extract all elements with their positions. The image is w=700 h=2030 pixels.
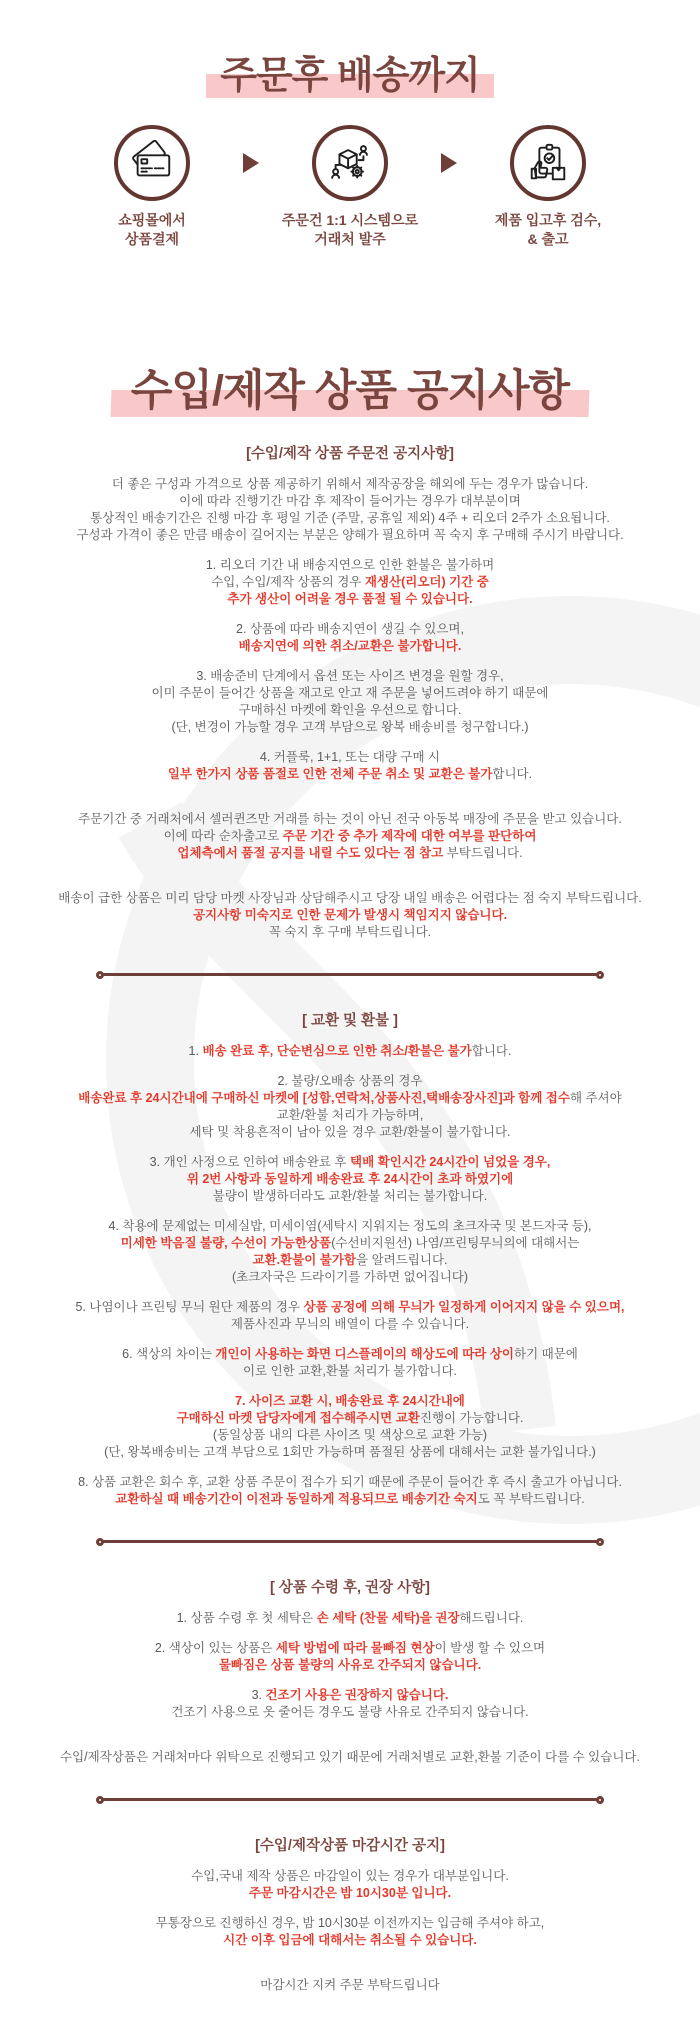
emphasis-text: 배송 완료 후, 단순변심으로 인한 취소/환불은 불가	[202, 1043, 472, 1058]
step-label-line: 상품결제	[124, 230, 180, 247]
text-line	[0, 1218, 700, 1235]
text-line	[0, 1073, 700, 1090]
notice-block	[0, 811, 700, 862]
plain-text: 3. 배송준비 단계에서 옵션 또는 사이즈 변경을 원할 경우,	[196, 668, 504, 683]
text-line	[0, 510, 700, 527]
text-line	[0, 1171, 700, 1188]
step-label-line: 쇼핑몰에서	[118, 212, 186, 228]
plain-text: 이에 따라 진행기간 마감 후 제작이 들어가는 경우가 대부분이며	[179, 493, 521, 508]
text-line	[0, 1410, 700, 1427]
emphasis-text: 교환.환불이 불가함	[252, 1252, 357, 1267]
text-line	[0, 557, 700, 574]
section-header: [수입/제작 상품 주문전 공지사항]	[246, 445, 454, 462]
text-line	[0, 1154, 700, 1171]
plain-text: 2. 색상이 있는 상품은	[154, 1640, 276, 1655]
emphasis-text: 주문 기간 중 추가 제작에 대한 여부를 판단하여	[282, 828, 537, 843]
plain-text: 마감시간 지켜 주문 부탁드립니다	[260, 1977, 440, 1992]
step-label	[459, 211, 637, 249]
text-line	[0, 890, 700, 907]
section-header: [ 교환 및 환불 ]	[302, 1012, 398, 1029]
plain-text: 교환/환불 처리가 가능하며,	[276, 1107, 424, 1122]
plain-text: 부탁드립니다.	[443, 845, 523, 860]
emphasis-text: 교환하실 때 배송기간이 이전과 동일하게 적용되므로 배송기간 숙지	[115, 1491, 478, 1506]
notice-block	[0, 1474, 700, 1508]
arrow-right-icon	[441, 153, 457, 173]
emphasis-text: 손 세탁 (찬물 세탁)을 권장	[316, 1610, 460, 1625]
emphasis-text: 재생산(리오더) 기간 중	[364, 574, 489, 589]
plain-text: 주문기간 중 거래처에서 셀러퀸즈만 거래를 하는 것이 아닌 전국 아동복 매장에 주문을 받고 있습니다.	[78, 811, 622, 826]
plain-text: 을 알려드립니다.	[356, 1252, 448, 1267]
plain-text: 이 발생 할 수 있으며	[434, 1640, 546, 1655]
plain-text: 수입/제작상품은 거래처마다 위탁으로 진행되고 있기 때문에 거래처별로 교환,환불 기준이 다를 수 있습니다.	[60, 1749, 640, 1764]
plain-text: 2. 불량/오배송 상품의 경우	[277, 1073, 423, 1088]
emphasis-text: 시간 이후 입금에 대해서는 취소될 수 있습니다.	[223, 1932, 477, 1947]
emphasis-text: 세탁 방법에 따라 물빠짐 현상	[275, 1640, 435, 1655]
text-line	[0, 1427, 700, 1444]
plain-text: 무통장으로 진행하신 경우, 밤 10시30분 이전까지는 입금해 주셔야 하고,	[155, 1915, 545, 1930]
plain-text: 수입,국내 제작 상품은 마감일이 있는 경우가 대부분입니다.	[191, 1868, 509, 1883]
step-label	[63, 211, 241, 249]
step-label-line: 제품 입고후 검수,	[494, 212, 602, 228]
step-label	[261, 211, 439, 249]
text-line	[0, 811, 700, 828]
plain-text: 구성과 가격이 좋은 만큼 배송이 길어지는 부분은 양해가 필요하며 꼭 숙지 후 구매해 주시기 바랍니다.	[76, 527, 624, 542]
text-line	[0, 1610, 700, 1627]
process-steps	[0, 125, 700, 249]
notice-block	[0, 668, 700, 736]
text-line	[0, 1124, 700, 1141]
divider-line	[103, 1798, 597, 1801]
notice-block	[0, 1043, 700, 1060]
plain-text: (동일상품 내의 다른 사이즈 및 색상으로 교환 가능)	[212, 1427, 488, 1442]
plain-text: 이미 주문이 들어간 상품을 재고로 안고 재 주문을 넣어드려야 하기 때문에	[151, 685, 549, 700]
process-title	[220, 44, 480, 99]
plain-text: 도 꼭 부탁드립니다.	[477, 1491, 585, 1506]
text-line	[0, 1474, 700, 1491]
text-line	[0, 924, 700, 941]
plain-text: (단, 변경이 가능할 경우 고객 부담으로 왕복 배송비를 청구합니다.)	[171, 719, 529, 734]
text-line	[0, 668, 700, 685]
divider-endpoint-circle	[596, 1796, 604, 1804]
notice-block	[0, 1610, 700, 1627]
text-line	[0, 1868, 700, 1885]
plain-text: 4. 커플룩, 1+1, 또는 대량 구매 시	[259, 749, 441, 764]
emphasis-text: 주문 마감시간은 밤 10시30분 입니다.	[248, 1885, 452, 1900]
emphasis-text: 일부 한가지 상품 품절로 인한 전체 주문 취소 및 교환은 불가	[167, 766, 493, 781]
process-step-payment	[63, 125, 241, 249]
plain-text: 4. 착용에 문제없는 미세실밥, 미세이염(세탁시 지워지는 정도의 초크자국 및 본드자국 등),	[108, 1218, 592, 1233]
section-header: [ 상품 수령 후, 권장 사항]	[270, 1579, 430, 1596]
text-line	[0, 1269, 700, 1286]
notice-block	[0, 1687, 700, 1721]
step-label-line: 주문건 1:1 시스템으로	[281, 212, 419, 228]
text-line	[0, 1657, 700, 1674]
text-line	[0, 685, 700, 702]
plain-text: (초크자국은 드라이기를 가하면 없어집니다)	[231, 1269, 469, 1284]
emphasis-text: 상품 공정에 의해 무늬가 일정하게 이어지지 않을 수 있으며,	[303, 1299, 625, 1314]
emphasis-text: 물빠짐은 상품 불량의 사유로 간주되지 않습니다.	[218, 1657, 482, 1672]
emphasis-text: 배송지연에 의한 취소/교환은 불가합니다.	[238, 638, 462, 653]
plain-text: 세탁 및 착용흔적이 남아 있을 경우 교환/환불이 불가합니다.	[189, 1124, 511, 1139]
step-label-line: & 출고	[527, 230, 569, 247]
text-line	[0, 1749, 700, 1766]
text-line	[0, 1915, 700, 1932]
plain-text: 1.	[188, 1043, 203, 1058]
text-line	[0, 1393, 700, 1410]
emphasis-text: 7. 사이즈 교환 시, 배송완료 후 24시간내에	[235, 1393, 465, 1408]
text-line	[0, 1043, 700, 1060]
text-line	[0, 828, 700, 845]
step-circle	[312, 125, 388, 201]
emphasis-text: 구매하신 마켓 담당자에게 접수해주시면 교환	[176, 1410, 420, 1425]
text-line	[0, 1491, 700, 1508]
notice-block	[0, 1154, 700, 1205]
notice-block	[0, 1393, 700, 1461]
text-line	[0, 1090, 700, 1107]
text-line	[0, 621, 700, 638]
notice-block	[0, 1868, 700, 1902]
order-system-icon	[327, 140, 373, 186]
credit-card-icon	[129, 140, 175, 186]
notice-block	[0, 557, 700, 608]
notice-sections	[0, 442, 700, 1994]
emphasis-text: 건조기 사용은 권장하지 않습니다.	[265, 1687, 449, 1702]
plain-text: 건조기 사용으로 옷 줄어든 경우도 불량 사유로 간주되지 않습니다.	[171, 1704, 529, 1719]
plain-text: 1. 상품 수령 후 첫 세탁은	[176, 1610, 317, 1625]
emphasis-text: 추가 생산이 어려울 경우 품절 될 수 있습니다.	[227, 591, 473, 606]
text-line	[0, 1444, 700, 1461]
plain-text: 진행이 가능합니다.	[419, 1410, 524, 1425]
emphasis-text: 미세한 박음질 불량, 수선이 가능한상품	[120, 1235, 332, 1250]
text-line	[0, 845, 700, 862]
arrow-right-icon	[243, 153, 259, 173]
plain-text: 6. 색상의 차이는	[122, 1346, 216, 1361]
plain-text: 불량이 발생하더라도 교환/환불 처리는 불가합니다.	[212, 1188, 488, 1203]
plain-text: 꼭 숙지 후 구매 부탁드립니다.	[268, 924, 432, 939]
notice-block	[0, 621, 700, 655]
text-line	[0, 574, 700, 591]
text-line	[0, 638, 700, 655]
text-line	[0, 1107, 700, 1124]
text-line	[0, 1704, 700, 1721]
text-line	[0, 1932, 700, 1949]
plain-text: 합니다.	[471, 1043, 512, 1058]
section-header: [수입/제작상품 마감시간 공지]	[255, 1837, 445, 1854]
divider-endpoint-circle	[596, 1538, 604, 1546]
text-line	[0, 493, 700, 510]
text-line	[0, 1363, 700, 1380]
text-line	[0, 1977, 700, 1994]
text-line	[0, 476, 700, 493]
notice-title	[131, 357, 569, 418]
plain-text: 통상적인 배송기간은 진행 마감 후 평일 기준 (주말, 공휴일 제외) 4주 + 리오더 2주가 소요됩니다.	[90, 510, 610, 525]
text-line	[0, 591, 700, 608]
notice-block	[0, 749, 700, 783]
notice-block	[0, 890, 700, 941]
plain-text: 해드립니다.	[459, 1610, 524, 1625]
plain-text: 2. 상품에 따라 배송지연이 생길 수 있으며,	[236, 621, 464, 636]
plain-text: 구매하신 마켓에 확인을 우선으로 합니다.	[238, 702, 462, 717]
notice-block	[0, 1073, 700, 1141]
notice-block	[0, 476, 700, 544]
text-line	[0, 1885, 700, 1902]
notice-block	[0, 1346, 700, 1380]
plain-text: 수입, 수입/제작 상품의 경우	[211, 574, 365, 589]
emphasis-text: 공지사항 미숙지로 인한 문제가 발생시 책임지지 않습니다.	[192, 907, 508, 922]
text-line	[0, 1640, 700, 1657]
text-line	[0, 907, 700, 924]
emphasis-text: 위 2번 사항과 동일하게 배송완료 후 24시간이 초과 하였기에	[186, 1171, 514, 1186]
text-line	[0, 766, 700, 783]
plain-text: 해 주셔야	[569, 1090, 622, 1105]
plain-text: 5. 나염이나 프린팅 무늬 원단 제품의 경우	[75, 1299, 304, 1314]
text-line	[0, 1188, 700, 1205]
text-line	[0, 1346, 700, 1363]
section-divider	[96, 971, 604, 979]
plain-text: (단, 왕복배송비는 고객 부담으로 1회만 가능하며 품절된 상품에 대해서는 교환 불가입니다.)	[104, 1444, 596, 1459]
plain-text: 이에 따라 순차출고로	[163, 828, 283, 843]
plain-text: 3.	[251, 1687, 266, 1702]
text-line	[0, 702, 700, 719]
plain-text: 8. 상품 교환은 회수 후, 교환 상품 주문이 접수가 되기 때문에 주문이 들어간 후 즉시 출고가 아닙니다.	[78, 1474, 622, 1489]
process-step-inspection	[459, 125, 637, 249]
text-line	[0, 749, 700, 766]
process-step-order-system	[261, 125, 439, 249]
plain-text: 하기 때문에	[514, 1346, 578, 1361]
emphasis-text: 택배 확인시간 24시간이 넘었을 경우,	[350, 1154, 551, 1169]
step-label-line: 거래처 발주	[314, 230, 386, 247]
plain-text: 3. 개인 사정으로 인하여 배송완료 후	[149, 1154, 350, 1169]
text-line	[0, 1235, 700, 1252]
process-title-wrap	[0, 0, 700, 99]
process-title-text: 주문후 배송까지	[220, 55, 480, 97]
divider-line	[103, 973, 597, 976]
step-circle	[510, 125, 586, 201]
emphasis-text: 업체측에서 품절 공지를 내릴 수도 있다는 점 참고	[177, 845, 444, 860]
notice-block	[0, 1299, 700, 1333]
notice-block	[0, 1640, 700, 1674]
plain-text: 제품사진과 무늬의 배열이 다를 수 있습니다.	[230, 1316, 470, 1331]
step-circle	[114, 125, 190, 201]
text-line	[0, 1252, 700, 1269]
section-divider	[96, 1796, 604, 1804]
emphasis-text: 개인이 사용하는 화면 디스플레이의 해상도에 따라 상이	[215, 1346, 514, 1361]
text-line	[0, 527, 700, 544]
plain-text: 이로 인한 교환,환불 처리가 불가합니다.	[242, 1363, 458, 1378]
plain-text: 배송이 급한 상품은 미리 담당 마켓 사장님과 상담해주시고 당장 내일 배송은 어렵다는 점 숙지 부탁드립니다.	[58, 890, 642, 905]
emphasis-text: 배송완료 후 24시간내에 구매하신 마켓에 [성함,연락처,상품사진,택배송장사진]과 함께 접수	[78, 1090, 570, 1105]
text-line	[0, 1316, 700, 1333]
plain-text: 1. 리오더 기간 내 배송지연으로 인한 환불은 불가하며	[205, 557, 495, 572]
plain-text: (수선비지원선) 나염/프린팅무늬의에 대해서는	[331, 1235, 580, 1250]
text-line	[0, 1687, 700, 1704]
text-line	[0, 719, 700, 736]
plain-text: 합니다.	[492, 766, 533, 781]
plain-text: 더 좋은 구성과 가격으로 상품 제공하기 위해서 제작공장을 해외에 두는 경우가 많습니다.	[111, 476, 589, 491]
notice-block	[0, 1749, 700, 1766]
text-line	[0, 1299, 700, 1316]
section-divider	[96, 1538, 604, 1546]
notice-title-wrap	[0, 357, 700, 418]
notice-block	[0, 1915, 700, 1949]
inspection-shipping-icon	[525, 140, 571, 186]
divider-line	[103, 1540, 597, 1543]
notice-block	[0, 1218, 700, 1286]
divider-endpoint-circle	[596, 971, 604, 979]
notice-title-text: 수입/제작 상품 공지사항	[130, 366, 570, 415]
notice-block	[0, 1977, 700, 1994]
